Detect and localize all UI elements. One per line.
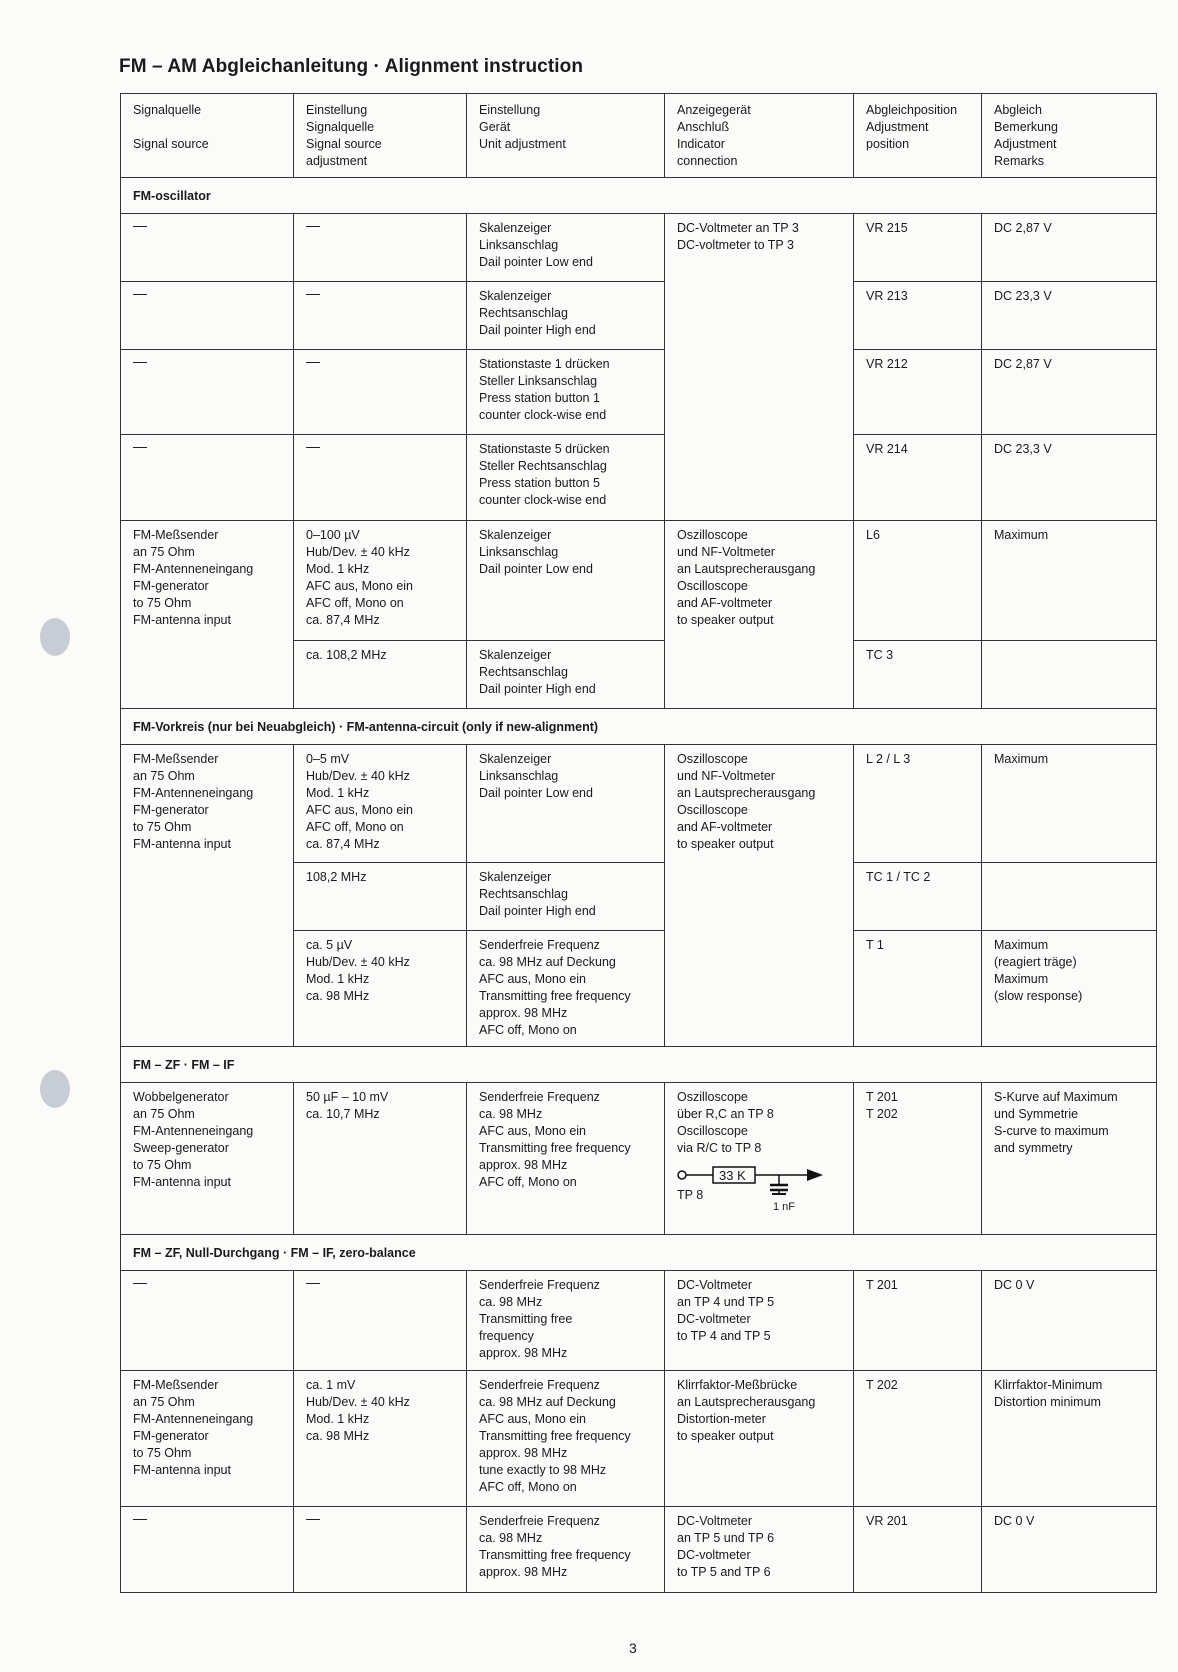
text-line: Mod. 1 kHz	[306, 972, 370, 986]
text-line: Skalenzeiger	[479, 221, 552, 235]
text-line: ca. 98 MHz	[479, 1531, 543, 1545]
text-line: S-Kurve auf Maximum	[994, 1090, 1118, 1104]
text-line: Klirrfaktor-Minimum	[994, 1378, 1103, 1392]
cell-source	[121, 214, 294, 282]
cell-unit	[467, 1371, 665, 1507]
text-line: Einstellung	[479, 103, 541, 117]
text-line: Hub/Dev. ± 40 kHz	[306, 1395, 410, 1409]
text-line: to 75 Ohm	[133, 820, 192, 834]
dash	[133, 447, 147, 448]
text-line: to speaker output	[677, 1429, 774, 1443]
cell-setting	[294, 1083, 467, 1235]
cell-setting	[294, 931, 467, 1047]
cell-indicator	[665, 214, 854, 521]
text-line: Transmitting free	[479, 1312, 573, 1326]
text-line: 108,2 MHz	[306, 870, 367, 884]
dash	[306, 226, 320, 227]
text-line: Oszilloscope	[677, 752, 748, 766]
text-line: AFC aus, Mono ein	[479, 1124, 586, 1138]
cell-unit	[467, 745, 665, 863]
text-line: Rechtsanschlag	[479, 887, 568, 901]
cell-position: L6	[854, 521, 982, 641]
tp-terminal	[678, 1171, 686, 1179]
text-line: Distortion minimum	[994, 1395, 1101, 1409]
text-line: Abgleichposition	[866, 103, 958, 117]
text-line: approx. 98 MHz	[479, 1346, 568, 1360]
text-line: ca. 98 MHz	[306, 989, 370, 1003]
table-row	[121, 435, 1157, 521]
text-line: 0–100 µV	[306, 528, 360, 542]
cell-remark: DC 0 V	[982, 1271, 1157, 1371]
text-line: Dail pointer High end	[479, 904, 596, 918]
cell-indicator	[665, 745, 854, 1047]
text-line: Indicator	[677, 137, 725, 151]
cell-setting	[294, 1507, 467, 1593]
text-line: Skalenzeiger	[479, 870, 552, 884]
section-row	[121, 709, 1157, 745]
cell-remark: DC 2,87 V	[982, 214, 1157, 282]
cell-unit	[467, 1507, 665, 1593]
dash	[306, 1283, 320, 1284]
text-line: T 201	[866, 1090, 898, 1104]
dash	[133, 226, 147, 227]
text-line: DC-Voltmeter	[677, 1514, 753, 1528]
text-line: to speaker output	[677, 613, 774, 627]
text-line: ca. 108,2 MHz	[306, 648, 387, 662]
cell-remark: DC 0 V	[982, 1507, 1157, 1593]
text-line: ca. 98 MHz auf Deckung	[479, 1395, 616, 1409]
text-line: Oszilloscope	[677, 1090, 748, 1104]
cell-position: T 1	[854, 931, 982, 1047]
cell-setting	[294, 641, 467, 709]
indicator-text	[677, 1089, 841, 1157]
page-title: FM – AM Abgleichanleitung · Alignment instruction	[119, 56, 584, 77]
text-line: Signalquelle	[133, 103, 202, 117]
cell-remark	[982, 1083, 1157, 1235]
cell-indicator	[665, 1083, 854, 1235]
cell-position: T 201	[854, 1271, 982, 1371]
text-line: über R,C an TP 8	[677, 1107, 774, 1121]
cell-unit	[467, 1271, 665, 1371]
cell-remark	[982, 863, 1157, 931]
text-line: an Lautsprecherausgang	[677, 1395, 816, 1409]
section-title-fm-zf-null: FM – ZF, Null-Durchgang · FM – IF, zero-balance	[121, 1235, 1157, 1271]
text-line: DC-voltmeter	[677, 1548, 751, 1562]
text-line: ca. 98 MHz	[479, 1295, 543, 1309]
cell-unit	[467, 931, 665, 1047]
text-line: via R/C to TP 8	[677, 1141, 762, 1155]
text-line: DC-voltmeter	[677, 1312, 751, 1326]
text-line: Linksanschlag	[479, 238, 559, 252]
cell-remark	[982, 641, 1157, 709]
text-line: Rechtsanschlag	[479, 306, 568, 320]
cell-unit	[467, 641, 665, 709]
text-line: Maximum	[994, 938, 1049, 952]
text-line: FM-Meßsender	[133, 1378, 219, 1392]
text-line: Dail pointer High end	[479, 323, 596, 337]
cell-remark: DC 23,3 V	[982, 435, 1157, 521]
text-line: ca. 98 MHz	[479, 1107, 543, 1121]
text-line: Dail pointer Low end	[479, 562, 593, 576]
col-header-remarks	[982, 94, 1157, 178]
text-line: AFC off, Mono on	[479, 1175, 577, 1189]
text-line: ca. 87,4 MHz	[306, 837, 380, 851]
text-line: and AF-voltmeter	[677, 820, 773, 834]
text-line: Press station button 5	[479, 476, 600, 490]
text-line: DC-Voltmeter	[677, 1278, 753, 1292]
text-line: counter clock-wise end	[479, 408, 607, 422]
table-row	[121, 1371, 1157, 1507]
text-line: Maximum	[994, 972, 1049, 986]
text-line: Skalenzeiger	[479, 752, 552, 766]
text-line: Dail pointer Low end	[479, 786, 593, 800]
cell-setting	[294, 282, 467, 350]
text-line: Abgleich	[994, 103, 1042, 117]
text-line: to TP 5 and TP 6	[677, 1565, 771, 1579]
cell-position: L 2 / L 3	[854, 745, 982, 863]
cell-setting	[294, 350, 467, 435]
text-line: Remarks	[994, 154, 1045, 168]
text-line: an Lautsprecherausgang	[677, 562, 816, 576]
section-title-fm-vorkreis: FM-Vorkreis (nur bei Neuabgleich) · FM-antenna-circuit (only if new-alignment)	[121, 709, 1157, 745]
table-row	[121, 521, 1157, 641]
text-line: FM-generator	[133, 803, 209, 817]
cell-position: TC 3	[854, 641, 982, 709]
page-number: 3	[629, 1640, 637, 1656]
text-line: FM-antenna input	[133, 837, 231, 851]
dash	[306, 1519, 320, 1520]
dash	[306, 294, 320, 295]
text-line: FM-Antenneneingang	[133, 1124, 254, 1138]
text-line: DC-Voltmeter an TP 3	[677, 221, 799, 235]
cell-setting	[294, 1371, 467, 1507]
text-line: Signal source	[306, 137, 382, 151]
text-line: Transmitting free frequency	[479, 989, 631, 1003]
table-row	[121, 745, 1157, 863]
text-line: FM-Meßsender	[133, 528, 219, 542]
table-header-row	[121, 94, 1157, 178]
cell-unit	[467, 435, 665, 521]
dash	[306, 447, 320, 448]
table-row	[121, 1271, 1157, 1371]
text-line: T 202	[866, 1107, 898, 1121]
capacitor-label: 1 nF	[773, 1201, 796, 1213]
text-line: Rechtsanschlag	[479, 665, 568, 679]
cell-remark	[982, 931, 1157, 1047]
text-line: Transmitting free frequency	[479, 1548, 631, 1562]
text-line: Adjustment	[866, 120, 929, 134]
text-line: and AF-voltmeter	[677, 596, 773, 610]
table-row	[121, 214, 1157, 282]
text-line: Bemerkung	[994, 120, 1058, 134]
dash	[133, 362, 147, 363]
text-line: an TP 5 und TP 6	[677, 1531, 775, 1545]
dash	[306, 362, 320, 363]
cell-setting	[294, 521, 467, 641]
cell-position: VR 213	[854, 282, 982, 350]
text-line: adjustment	[306, 154, 368, 168]
text-line: FM-Meßsender	[133, 752, 219, 766]
text-line: counter clock-wise end	[479, 493, 607, 507]
cell-setting	[294, 1271, 467, 1371]
text-line: DC-voltmeter to TP 3	[677, 238, 794, 252]
cell-indicator	[665, 521, 854, 709]
section-title-fm-oscillator: FM-oscillator	[121, 178, 1157, 214]
text-line: FM-antenna input	[133, 613, 231, 627]
text-line: 50 µF – 10 mV	[306, 1090, 389, 1104]
text-line: an 75 Ohm	[133, 769, 195, 783]
text-line: Linksanschlag	[479, 769, 559, 783]
text-line: to 75 Ohm	[133, 596, 192, 610]
text-line: Steller Rechtsanschlag	[479, 459, 607, 473]
text-line: und NF-Voltmeter	[677, 545, 775, 559]
text-line: FM-Antenneneingang	[133, 786, 254, 800]
text-line: Transmitting free frequency	[479, 1141, 631, 1155]
cell-position: TC 1 / TC 2	[854, 863, 982, 931]
text-line: Hub/Dev. ± 40 kHz	[306, 545, 410, 559]
text-line: an 75 Ohm	[133, 1107, 195, 1121]
text-line: an TP 4 und TP 5	[677, 1295, 775, 1309]
cell-unit	[467, 214, 665, 282]
cell-setting	[294, 214, 467, 282]
col-header-position	[854, 94, 982, 178]
text-line: approx. 98 MHz	[479, 1446, 568, 1460]
text-line: Mod. 1 kHz	[306, 786, 370, 800]
table-row	[121, 1083, 1157, 1235]
arrow-icon	[807, 1169, 823, 1181]
cell-source	[121, 435, 294, 521]
text-line: Adjustment	[994, 137, 1057, 151]
alignment-table	[120, 93, 1157, 1593]
text-line: AFC aus, Mono ein	[479, 1412, 586, 1426]
text-line: Dail pointer Low end	[479, 255, 593, 269]
text-line: Dail pointer High end	[479, 682, 596, 696]
text-line: AFC off, Mono on	[479, 1023, 577, 1037]
section-row	[121, 1235, 1157, 1271]
text-line: Hub/Dev. ± 40 kHz	[306, 769, 410, 783]
punch-hole-mark	[40, 618, 70, 656]
text-line: Steller Linksanschlag	[479, 374, 598, 388]
punch-hole-mark	[40, 1070, 70, 1108]
text-line: Skalenzeiger	[479, 289, 552, 303]
cell-remark: Maximum	[982, 745, 1157, 863]
text-line: AFC off, Mono on	[306, 820, 404, 834]
rc-network-diagram	[677, 1161, 847, 1211]
text-line: and symmetry	[994, 1141, 1073, 1155]
text-line	[133, 119, 281, 136]
text-line: Distortion-meter	[677, 1412, 766, 1426]
text-line: S-curve to maximum	[994, 1124, 1109, 1138]
cell-unit	[467, 521, 665, 641]
cell-position: VR 214	[854, 435, 982, 521]
section-row	[121, 178, 1157, 214]
text-line: Transmitting free frequency	[479, 1429, 631, 1443]
text-line: ca. 98 MHz	[306, 1429, 370, 1443]
cell-unit	[467, 350, 665, 435]
text-line: tune exactly to 98 MHz	[479, 1463, 607, 1477]
col-header-source-adjustment	[294, 94, 467, 178]
tp-label: TP 8	[677, 1188, 704, 1202]
text-line: Gerät	[479, 120, 511, 134]
text-line: an Lautsprecherausgang	[677, 786, 816, 800]
text-line: to 75 Ohm	[133, 1158, 192, 1172]
col-header-signal-source	[121, 94, 294, 178]
cell-remark: Maximum	[982, 521, 1157, 641]
cell-source	[121, 1271, 294, 1371]
text-line: Sweep-generator	[133, 1141, 229, 1155]
cell-remark: DC 2,87 V	[982, 350, 1157, 435]
cell-setting	[294, 863, 467, 931]
text-line: to 75 Ohm	[133, 1446, 192, 1460]
text-line: approx. 98 MHz	[479, 1565, 568, 1579]
text-line: Stationstaste 5 drücken	[479, 442, 610, 456]
text-line: Oscilloscope	[677, 579, 748, 593]
dash	[133, 294, 147, 295]
text-line: und Symmetrie	[994, 1107, 1079, 1121]
text-line: ca. 98 MHz auf Deckung	[479, 955, 616, 969]
text-line: Signalquelle	[306, 120, 375, 134]
text-line: Oscilloscope	[677, 803, 748, 817]
text-line: frequency	[479, 1329, 534, 1343]
text-line: ca. 5 µV	[306, 938, 353, 952]
text-line: 0–5 mV	[306, 752, 350, 766]
text-line: position	[866, 137, 910, 151]
cell-source	[121, 282, 294, 350]
text-line: Oszilloscope	[677, 528, 748, 542]
section-title-fm-zf: FM – ZF · FM – IF	[121, 1047, 1157, 1083]
cell-position	[854, 1083, 982, 1235]
text-line: an 75 Ohm	[133, 1395, 195, 1409]
text-line: Anzeigegerät	[677, 103, 751, 117]
text-line: Skalenzeiger	[479, 528, 552, 542]
text-line: FM-Antenneneingang	[133, 562, 254, 576]
text-line: Klirrfaktor-Meßbrücke	[677, 1378, 798, 1392]
text-line: und NF-Voltmeter	[677, 769, 775, 783]
text-line: ca. 1 mV	[306, 1378, 356, 1392]
text-line: Anschluß	[677, 120, 730, 134]
col-header-indicator	[665, 94, 854, 178]
text-line: Senderfreie Frequenz	[479, 1378, 600, 1392]
cell-position: VR 215	[854, 214, 982, 282]
text-line: FM-generator	[133, 579, 209, 593]
text-line: (reagiert träge)	[994, 955, 1077, 969]
text-line: Oscilloscope	[677, 1124, 748, 1138]
text-line: to TP 4 and TP 5	[677, 1329, 771, 1343]
cell-remark: DC 23,3 V	[982, 282, 1157, 350]
table-row	[121, 350, 1157, 435]
cell-indicator	[665, 1507, 854, 1593]
text-line: Senderfreie Frequenz	[479, 1278, 600, 1292]
table-row	[121, 1507, 1157, 1593]
cell-position: VR 201	[854, 1507, 982, 1593]
cell-unit	[467, 1083, 665, 1235]
text-line: ca. 87,4 MHz	[306, 613, 380, 627]
cell-source	[121, 521, 294, 709]
text-line: AFC aus, Mono ein	[306, 803, 413, 817]
text-line: FM-Antenneneingang	[133, 1412, 254, 1426]
text-line: Stationstaste 1 drücken	[479, 357, 610, 371]
text-line: FM-generator	[133, 1429, 209, 1443]
text-line: connection	[677, 154, 738, 168]
cell-setting	[294, 745, 467, 863]
text-line: (slow response)	[994, 989, 1083, 1003]
cell-indicator	[665, 1371, 854, 1507]
cell-source	[121, 1371, 294, 1507]
cell-position: VR 212	[854, 350, 982, 435]
text-line: AFC off, Mono on	[306, 596, 404, 610]
resistor-label: 33 K	[719, 1168, 746, 1183]
text-line: AFC off, Mono on	[479, 1480, 577, 1494]
cell-source	[121, 350, 294, 435]
text-line: approx. 98 MHz	[479, 1158, 568, 1172]
text-line: Mod. 1 kHz	[306, 562, 370, 576]
text-line: Press station button 1	[479, 391, 600, 405]
text-line: an 75 Ohm	[133, 545, 195, 559]
section-row	[121, 1047, 1157, 1083]
dash	[133, 1283, 147, 1284]
text-line: Senderfreie Frequenz	[479, 1514, 600, 1528]
text-line: FM-antenna input	[133, 1175, 231, 1189]
text-line: Unit adjustment	[479, 137, 566, 151]
cell-indicator	[665, 1271, 854, 1371]
text-line: Senderfreie Frequenz	[479, 938, 600, 952]
text-line: Einstellung	[306, 103, 368, 117]
text-line: approx. 98 MHz	[479, 1006, 568, 1020]
table-row	[121, 282, 1157, 350]
text-line: Wobbelgenerator	[133, 1090, 229, 1104]
text-line: Linksanschlag	[479, 545, 559, 559]
text-line: Mod. 1 kHz	[306, 1412, 370, 1426]
cell-remark	[982, 1371, 1157, 1507]
text-line: ca. 10,7 MHz	[306, 1107, 380, 1121]
cell-source	[121, 745, 294, 1047]
cell-position: T 202	[854, 1371, 982, 1507]
text-line: Senderfreie Frequenz	[479, 1090, 600, 1104]
cell-source	[121, 1083, 294, 1235]
col-header-unit-adjustment	[467, 94, 665, 178]
text-line: AFC aus, Mono ein	[306, 579, 413, 593]
cell-unit	[467, 863, 665, 931]
text-line: Hub/Dev. ± 40 kHz	[306, 955, 410, 969]
dash	[133, 1519, 147, 1520]
text-line: Signal source	[133, 137, 209, 151]
cell-unit	[467, 282, 665, 350]
cell-setting	[294, 435, 467, 521]
text-line: AFC aus, Mono ein	[479, 972, 586, 986]
cell-source	[121, 1507, 294, 1593]
text-line: Skalenzeiger	[479, 648, 552, 662]
text-line: FM-antenna input	[133, 1463, 231, 1477]
text-line: to speaker output	[677, 837, 774, 851]
